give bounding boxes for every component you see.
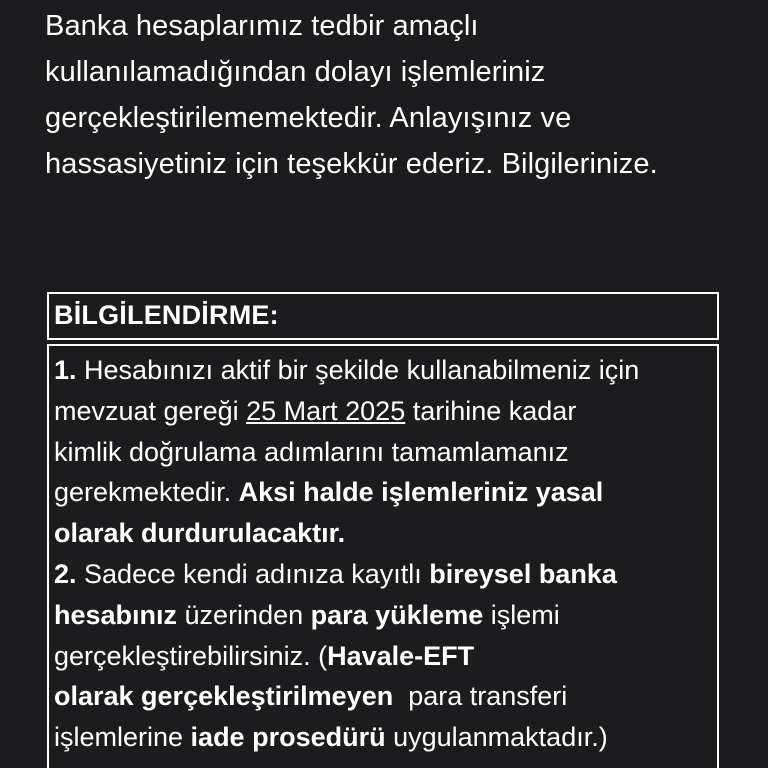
intro-line: kullanılamadığından dolayı işlemleriniz bbox=[45, 56, 546, 88]
item2-text: işlemi bbox=[483, 599, 560, 630]
item1-warning: Aksi halde işlemleriniz yasal bbox=[238, 477, 604, 508]
item1-line bbox=[54, 350, 714, 391]
item1-text: Hesabınızı aktif bir şekilde kullanabilmeniz için bbox=[76, 355, 640, 385]
item2-bold: Havale-EFT bbox=[327, 640, 475, 671]
item2-bold: iade prosedürü bbox=[190, 722, 386, 753]
item1-warning: olarak durdurulacaktır. bbox=[54, 518, 346, 549]
deadline-date: 25 Mart 2025 bbox=[246, 395, 406, 426]
intro-line: gerçekleştirilememektedir. Anlayışınız ve bbox=[45, 102, 572, 134]
item2-text: işlemlerine bbox=[54, 722, 191, 753]
info-box-text bbox=[54, 350, 714, 758]
item2-line bbox=[54, 636, 714, 677]
item2-bold: hesabınız bbox=[54, 599, 178, 630]
item2-bold: bireysel banka bbox=[429, 558, 617, 589]
item2-text: Sadece kendi adınıza kayıtlı bbox=[76, 558, 430, 589]
item1-line bbox=[54, 472, 714, 513]
item2-text: uygulanmaktadır.) bbox=[385, 722, 608, 753]
item2-line bbox=[54, 676, 714, 717]
item2-bold: olarak gerçekleştirilmeyen bbox=[54, 681, 394, 712]
item2-text: üzerinden bbox=[177, 599, 311, 630]
item1-line bbox=[54, 513, 714, 554]
intro-line: Banka hesaplarımız tedbir amaçlı bbox=[45, 10, 479, 42]
item2-text: para transferi bbox=[393, 681, 568, 712]
item2-line bbox=[54, 554, 714, 595]
item2-line bbox=[54, 717, 714, 758]
info-box-body bbox=[47, 344, 719, 768]
item2-number: 2. bbox=[54, 558, 77, 589]
info-box-title: BİLGİLENDİRME: bbox=[54, 300, 279, 330]
info-box-header bbox=[47, 292, 719, 340]
item1-text: gerekmektedir. bbox=[54, 477, 239, 508]
item1-line bbox=[54, 391, 714, 432]
item1-number: 1. bbox=[54, 355, 77, 385]
item2-line bbox=[54, 595, 714, 636]
intro-line: hassasiyetiniz için teşekkür ederiz. Bilgilerinize. bbox=[45, 148, 658, 180]
item1-text: tarihine kadar bbox=[405, 395, 577, 426]
intro-paragraph bbox=[45, 3, 735, 187]
item1-line: kimlik doğrulama adımlarını tamamlamanız bbox=[54, 436, 569, 467]
item1-text: mevzuat gereği bbox=[54, 395, 247, 426]
item2-bold: para yükleme bbox=[310, 599, 484, 630]
item2-text: gerçekleştirebilirsiniz. ( bbox=[54, 640, 328, 671]
